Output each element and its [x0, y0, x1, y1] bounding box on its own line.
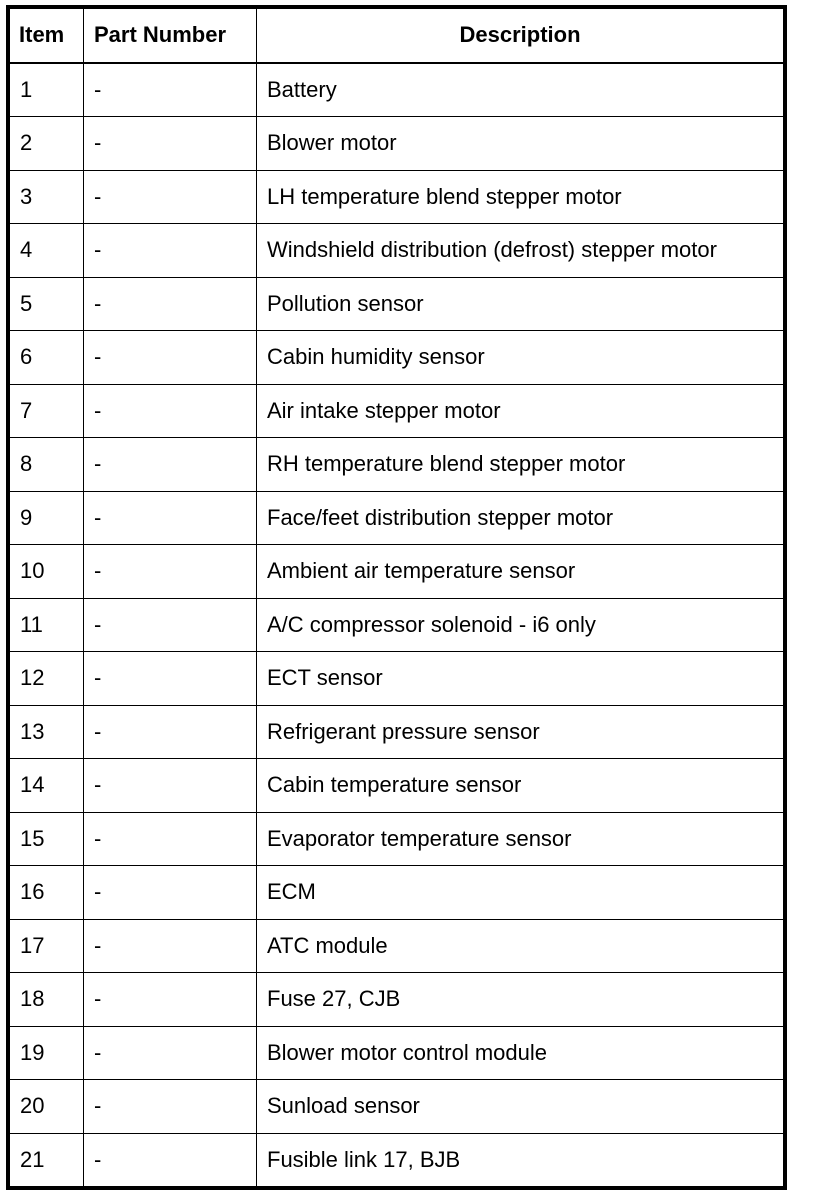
- description-cell: Sunload sensor: [257, 1080, 786, 1134]
- part-number-cell: -: [84, 1026, 257, 1080]
- part-number-cell: -: [84, 438, 257, 492]
- table-row: [8, 1133, 785, 1188]
- description-cell: ECM: [257, 866, 786, 920]
- description-cell: Blower motor control module: [257, 1026, 786, 1080]
- table-row: [8, 224, 785, 278]
- item-number-cell: 11: [8, 598, 84, 652]
- part-number-cell: -: [84, 812, 257, 866]
- table-row: [8, 866, 785, 920]
- item-number-cell: 9: [8, 491, 84, 545]
- description-cell: Cabin temperature sensor: [257, 759, 786, 813]
- item-number-cell: 12: [8, 652, 84, 706]
- part-number-cell: -: [84, 1080, 257, 1134]
- item-number-cell: 20: [8, 1080, 84, 1134]
- description-cell: Cabin humidity sensor: [257, 331, 786, 385]
- item-number-cell: 6: [8, 331, 84, 385]
- part-number-cell: -: [84, 759, 257, 813]
- part-number-cell: -: [84, 598, 257, 652]
- table-row: [8, 812, 785, 866]
- description-cell: A/C compressor solenoid - i6 only: [257, 598, 786, 652]
- table-row: [8, 1080, 785, 1134]
- item-number-cell: 16: [8, 866, 84, 920]
- table-row: [8, 545, 785, 599]
- table-row: [8, 598, 785, 652]
- item-number-cell: 7: [8, 384, 84, 438]
- table-row: [8, 652, 785, 706]
- table-row: [8, 117, 785, 171]
- item-number-cell: 1: [8, 63, 84, 117]
- part-number-cell: -: [84, 919, 257, 973]
- part-number-cell: -: [84, 384, 257, 438]
- description-cell: Fuse 27, CJB: [257, 973, 786, 1027]
- column-header-description: Description: [257, 7, 786, 63]
- item-number-cell: 5: [8, 277, 84, 331]
- table-row: [8, 491, 785, 545]
- part-number-cell: -: [84, 866, 257, 920]
- part-number-cell: -: [84, 652, 257, 706]
- item-number-cell: 10: [8, 545, 84, 599]
- part-number-cell: -: [84, 331, 257, 385]
- description-cell: Air intake stepper motor: [257, 384, 786, 438]
- description-cell: ATC module: [257, 919, 786, 973]
- description-cell: ECT sensor: [257, 652, 786, 706]
- table-row: [8, 973, 785, 1027]
- description-cell: Windshield distribution (defrost) stepper motor: [257, 224, 786, 278]
- table-row: [8, 759, 785, 813]
- item-number-cell: 17: [8, 919, 84, 973]
- item-number-cell: 15: [8, 812, 84, 866]
- description-cell: Battery: [257, 63, 786, 117]
- description-cell: LH temperature blend stepper motor: [257, 170, 786, 224]
- table-row: [8, 438, 785, 492]
- table-row: [8, 384, 785, 438]
- description-cell: RH temperature blend stepper motor: [257, 438, 786, 492]
- column-header-part-number: Part Number: [84, 7, 257, 63]
- part-number-cell: -: [84, 973, 257, 1027]
- table-row: [8, 331, 785, 385]
- part-number-cell: -: [84, 277, 257, 331]
- part-number-cell: -: [84, 170, 257, 224]
- part-number-cell: -: [84, 491, 257, 545]
- item-number-cell: 8: [8, 438, 84, 492]
- part-number-cell: -: [84, 224, 257, 278]
- part-number-cell: -: [84, 1133, 257, 1188]
- description-cell: Evaporator temperature sensor: [257, 812, 786, 866]
- item-number-cell: 3: [8, 170, 84, 224]
- item-number-cell: 14: [8, 759, 84, 813]
- table-row: [8, 170, 785, 224]
- part-number-cell: -: [84, 117, 257, 171]
- item-number-cell: 19: [8, 1026, 84, 1080]
- table-row: [8, 1026, 785, 1080]
- item-number-cell: 13: [8, 705, 84, 759]
- parts-table: [6, 5, 787, 1190]
- table-header-row: [8, 7, 785, 63]
- item-number-cell: 21: [8, 1133, 84, 1188]
- description-cell: Fusible link 17, BJB: [257, 1133, 786, 1188]
- column-header-item: Item: [8, 7, 84, 63]
- description-cell: Ambient air temperature sensor: [257, 545, 786, 599]
- item-number-cell: 2: [8, 117, 84, 171]
- table-body: [8, 63, 785, 1189]
- part-number-cell: -: [84, 705, 257, 759]
- item-number-cell: 18: [8, 973, 84, 1027]
- description-cell: Refrigerant pressure sensor: [257, 705, 786, 759]
- description-cell: Face/feet distribution stepper motor: [257, 491, 786, 545]
- item-number-cell: 4: [8, 224, 84, 278]
- description-cell: Blower motor: [257, 117, 786, 171]
- description-cell: Pollution sensor: [257, 277, 786, 331]
- table-row: [8, 705, 785, 759]
- part-number-cell: -: [84, 63, 257, 117]
- table-row: [8, 277, 785, 331]
- table-row: [8, 919, 785, 973]
- part-number-cell: -: [84, 545, 257, 599]
- table-row: [8, 63, 785, 117]
